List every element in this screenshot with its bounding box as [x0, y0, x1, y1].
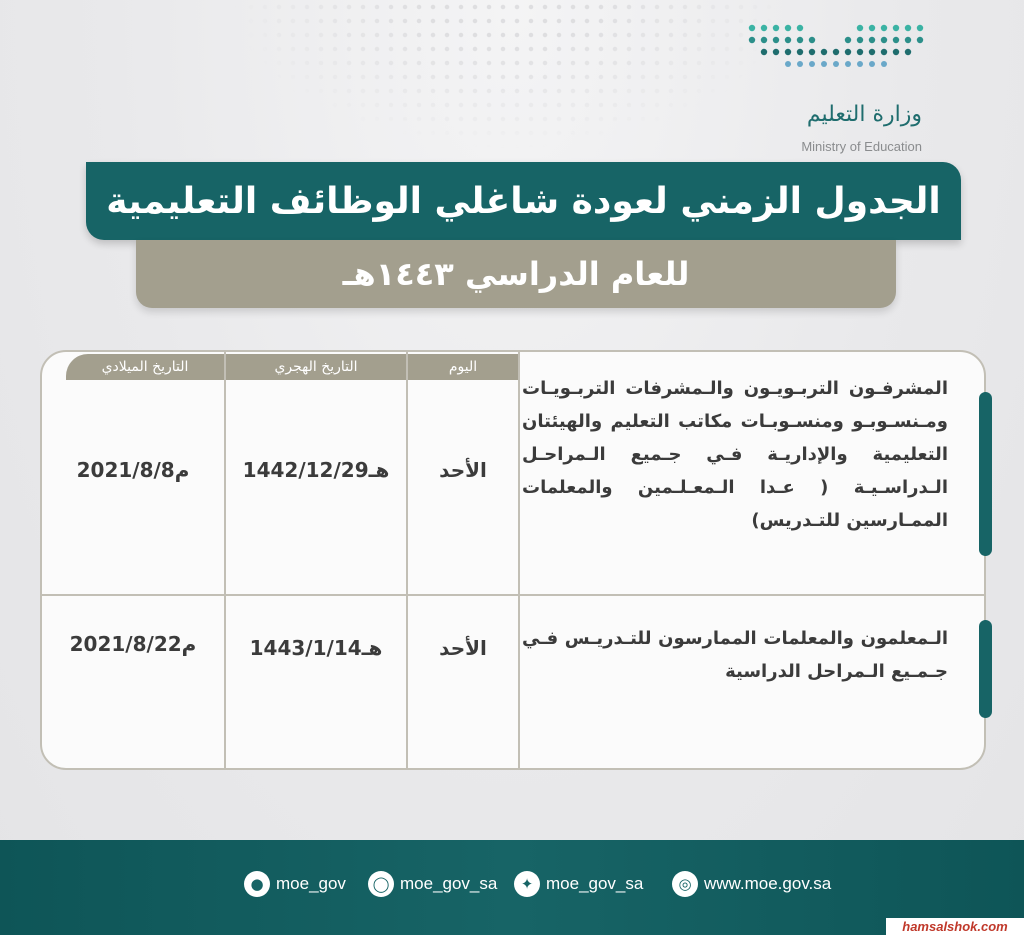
logo-dots-icon [744, 20, 924, 76]
subtitle-banner [136, 240, 896, 308]
header-day: اليوم [408, 354, 518, 380]
twitter-link[interactable] [514, 869, 643, 899]
row-1-hijri-date: 1442/12/29هـ [242, 458, 390, 482]
twitter-handle: moe_gov_sa [546, 874, 644, 893]
ministry-logo [694, 20, 924, 154]
row-accent-bar [979, 620, 992, 718]
row-2-day: الأحد [439, 636, 487, 660]
title-banner [86, 162, 961, 240]
logo-english-text: Ministry of Education [801, 139, 922, 154]
website-link[interactable] [672, 869, 831, 899]
snapchat-icon: ● [244, 871, 270, 897]
row-1-gregorian-date: 2021/8/8م [76, 458, 190, 482]
header-gregorian-date: التاريخ الميلادي [66, 354, 224, 380]
website-url: www.moe.gov.sa [704, 874, 832, 893]
page-title: الجدول الزمني لعودة شاغلي الوظائف التعليمية [106, 180, 941, 222]
instagram-link[interactable] [368, 869, 497, 899]
row-2-hijri-date: 1443/1/14هـ [249, 636, 383, 660]
column-divider [406, 352, 408, 768]
row-1-day: الأحد [439, 458, 487, 482]
watermark: hamsalshok.com [886, 918, 1024, 935]
instagram-icon: ◯ [368, 871, 394, 897]
row-2-gregorian-date: 2021/8/22م [69, 632, 197, 656]
column-divider [518, 352, 520, 768]
logo-arabic-text: وزارة التعليم [806, 102, 922, 127]
snapchat-link[interactable] [244, 869, 346, 899]
page-subtitle: للعام الدراسي ١٤٤٣هـ [342, 255, 690, 293]
row-1-description: المشرفـون التربـويـون والـمشرفات التربـويـات ومـنسـوبـو ومنسـوبـات مكاتب التعليم والهيئتان التعليمية والإداريـة فـي جـميع الـمراحـل الـدراسـيـة ( عـدا الـمعـلـمين والمعلمات الممـارسين للتـدريس) [522, 378, 948, 531]
twitter-icon: ✦ [514, 871, 540, 897]
column-divider [224, 352, 226, 768]
snapchat-handle: moe_gov [276, 874, 346, 893]
footer-bar [0, 840, 1024, 935]
instagram-handle: moe_gov_sa [400, 874, 498, 893]
row-2-description: الـمعلمون والمعلمات الممارسون للتـدريـس فـي جـمـيع الـمراحل الدراسية [522, 628, 948, 682]
header-hijri-date: التاريخ الهجري [226, 354, 406, 380]
schedule-table [40, 350, 986, 770]
row-accent-bar [979, 392, 992, 556]
globe-icon: ◎ [672, 871, 698, 897]
row-divider [42, 594, 984, 596]
